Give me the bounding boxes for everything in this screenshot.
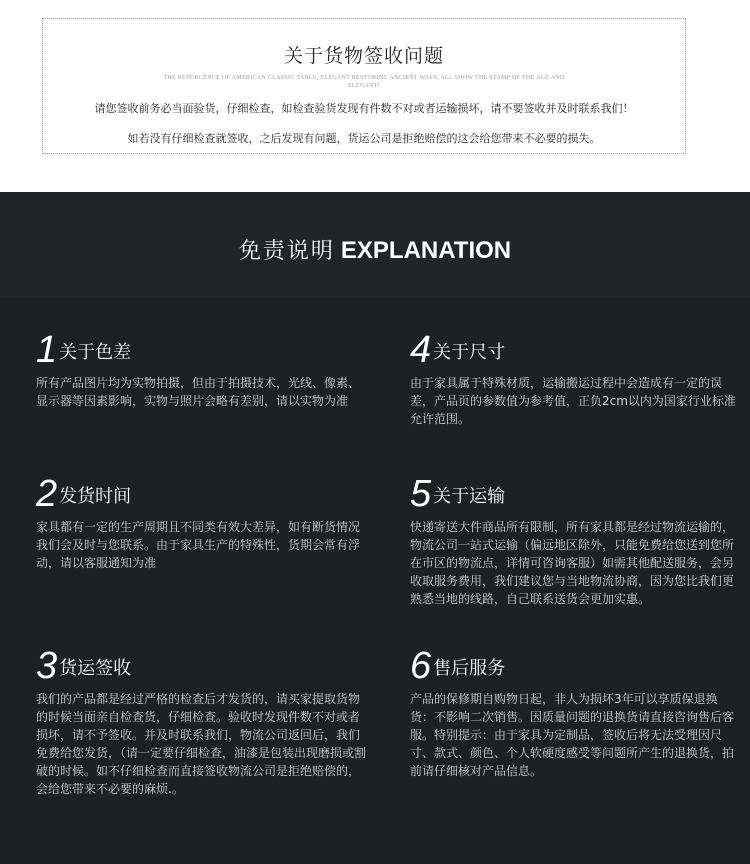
section-title-cn: 免责说明: [238, 239, 335, 264]
notice-subtitle: THE RESURGENCE OF AMERICAN CLASSIC TABLE, ELEGANT RESTORING ANCIENT WAYS, ALL SHOW THE STAMP OF THE AGE AND ELEGANT!: [163, 75, 565, 89]
item-title: 关于运输: [433, 486, 506, 507]
item-number: 6: [410, 645, 432, 687]
item-after-sales: [410, 646, 740, 780]
item-title: 关于尺寸: [433, 342, 506, 363]
item-shipping: [410, 474, 740, 608]
item-number: 1: [36, 329, 58, 371]
item-title: 发货时间: [59, 486, 132, 507]
item-size: [410, 330, 740, 428]
section-title: [0, 234, 750, 265]
item-body: 快递寄送大件商品所有限制，所有家具都是经过物流运输的，物流公司一站式运输（偏远地区除外，只能免费给您送到您所在市区的物流点，详情可咨询客服）如需其他配送服务，会另收取服务费用，我们建议您与当地物流协商，因为您比我们更熟悉当地的线路，自己联系送货会更加实惠。: [410, 520, 735, 606]
item-number: 5: [410, 473, 432, 515]
title-band: [0, 192, 750, 298]
item-color-difference: [36, 330, 366, 410]
section-title-en: EXPLANATION: [340, 237, 512, 264]
item-delivery-time: [36, 474, 366, 572]
item-body: 家具都有一定的生产周期且不同类有效大差异，如有断货情况我们会及时与您联系。由于家具生产的特殊性，货期会常有浮动，请以客服通知为准: [36, 520, 361, 570]
item-number: 4: [410, 329, 432, 371]
notice-title: 关于货物签收问题: [283, 45, 444, 67]
item-title: 关于色差: [59, 342, 132, 363]
item-body: 产品的保修期自购物日起，非人为损坏3年可以享质保退换货：不影响二次销售。因质量问题的退换货请直接咨询售后客服。特别提示：由于家具为定制品，签收后将无法受理因尺寸、款式、颜色、个人软硬度感受等问题所产生的退换货，拍前请仔细核对产品信息。: [410, 692, 735, 778]
notice-line-2: 如若没有仔细检查就签收，之后发现有问题，货运公司是拒绝赔偿的这会给您带来不必要的损失。: [127, 132, 601, 145]
disclaimer-section: [0, 192, 750, 864]
item-number: 3: [36, 645, 58, 687]
item-body: 我们的产品都是经过严格的检查后才发货的，请买家提取货物的时候当面亲自检查货，仔细检查。验收时发现件数不对或者损坏，请不予签收。并及时联系我们，物流公司返回后，我们免费给您发货，（请一定要仔细检查，油漆是包装出现磨损或割破的时候。如不仔细检查而直接签收物流公司是拒绝赔偿的，会给您带来不必要的麻烦.。: [36, 692, 367, 796]
item-body: 由于家具属于特殊材质，运输搬运过程中会造成有一定的误差，产品页的参数值为参考值，正负2cm以内为国家行业标准允许范围。: [410, 376, 736, 426]
notice-section: [0, 0, 750, 192]
notice-box: [42, 18, 686, 154]
notice-line-1: 请您签收前务必当面验货，仔细检查，如检查验货发现有件数不对或者运输损坏，请不要签收并及时联系我们！: [94, 102, 634, 115]
item-title: 售后服务: [433, 658, 506, 679]
item-body: 所有产品图片均为实物拍摄，但由于拍摄技术，光线、像素、显示器等因素影响，实物与照片会略有差别，请以实物为准: [36, 376, 361, 408]
item-freight-receipt: [36, 646, 366, 798]
item-number: 2: [36, 473, 58, 515]
item-title: 货运签收: [59, 658, 132, 679]
